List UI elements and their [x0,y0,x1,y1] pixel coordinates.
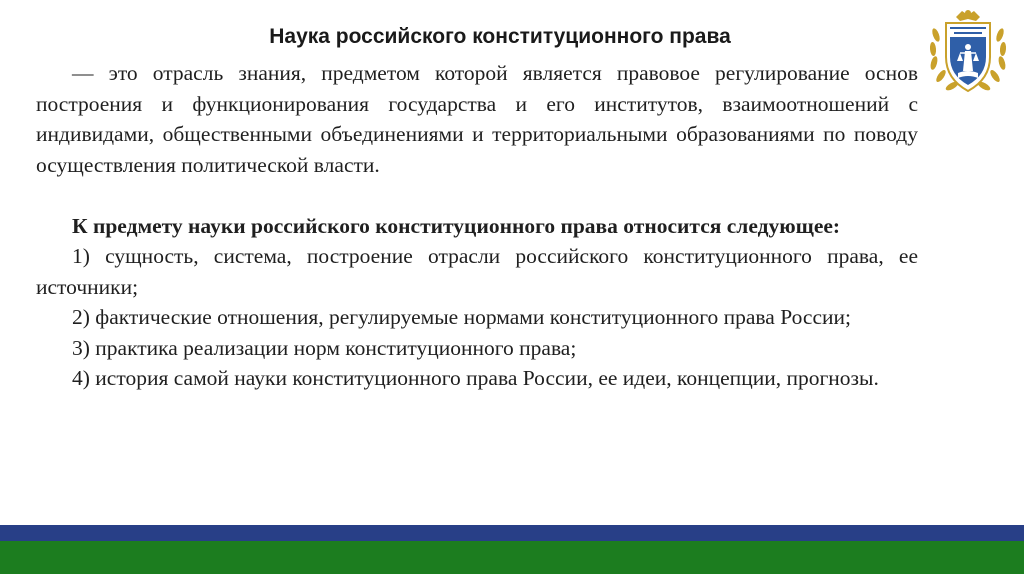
slide-body [36,58,918,394]
subject-heading: К предмету науки российского конституционного права относится следующее: [72,213,841,238]
list-item: 4) история самой науки конституционного права России, ее идеи, концепции, прогнозы. [72,366,879,390]
list-item: 1) сущность, система, построение отрасли российского конституционного права, ее источники; [36,244,918,299]
footer-stripe-blue [0,525,1024,541]
footer-stripe-green [0,541,1024,574]
list-item: 2) фактические отношения, регулируемые нормами конституционного права России; [72,305,851,329]
slide-title: Наука российского конституционного права [269,25,731,48]
definition-text: — это отрасль знания, предметом которой является правовое регулирование основ построения и функционирования государства и его институтов, взаимоотношений с индивидами, общественными объединениями и территориальными образованиями по поводу осуществления политической власти. [36,61,918,177]
shield-emblem-icon [926,5,1010,101]
list-item: 3) практика реализации норм конституционного права; [72,335,577,360]
paragraph-spacer [36,180,918,211]
